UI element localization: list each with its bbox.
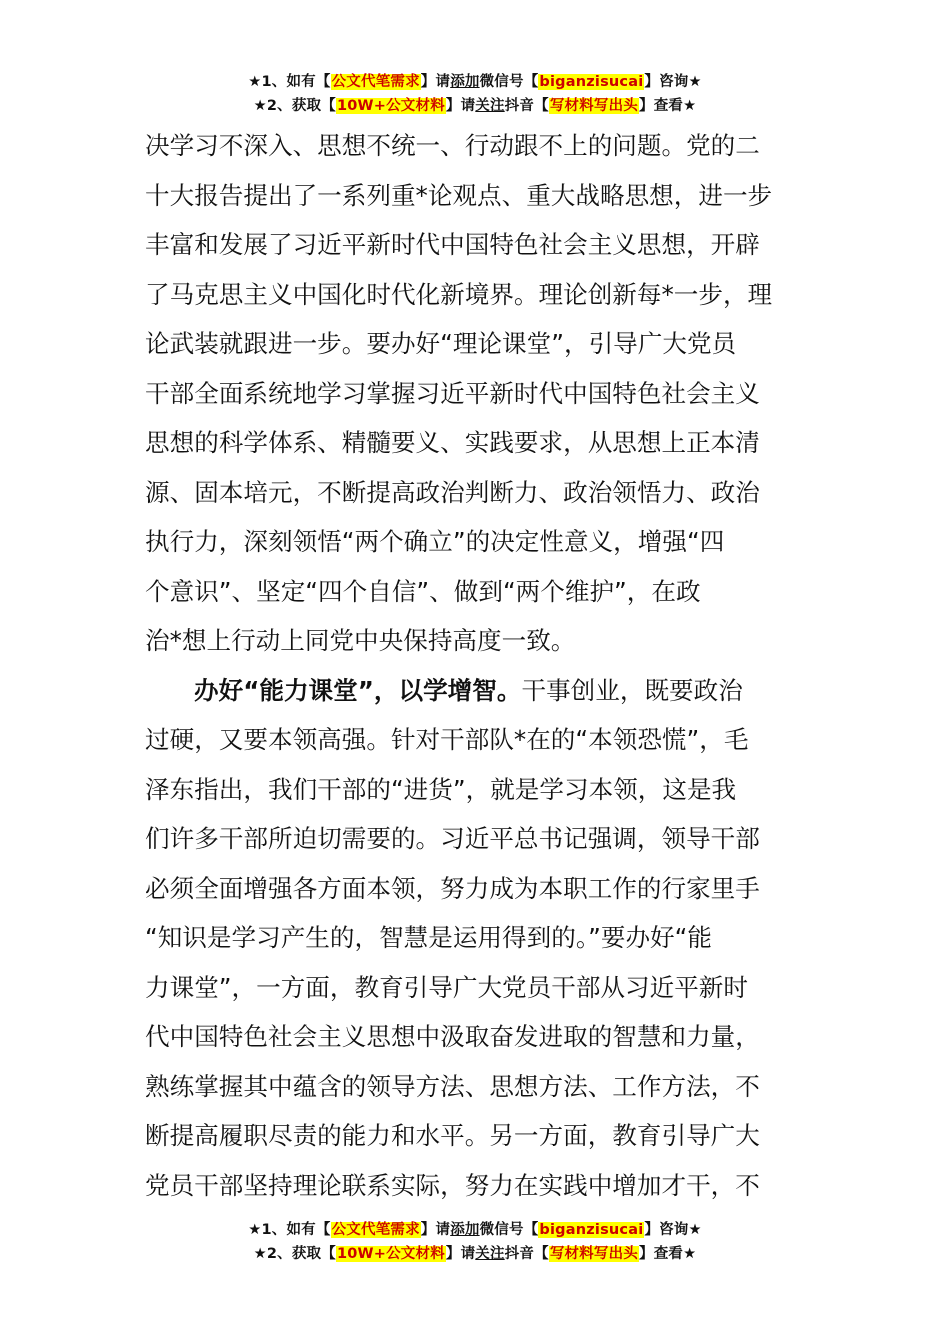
- body-line: 过硬，又要本领高强。针对干部队*在的“本领恐慌”，毛: [145, 725, 749, 754]
- body-line: 泽东指出，我们干部的“进货”，就是学习本领，这是我: [145, 774, 737, 804]
- banner-text: 】查看★: [639, 1246, 697, 1262]
- banner-text: 】咨询★: [644, 1222, 702, 1238]
- banner-text: ★2、获取【: [253, 98, 336, 114]
- body-line: 党员干部坚持理论联系实际，努力在实践中增加才干，不: [145, 1170, 760, 1200]
- banner-highlight: 公文代笔需求: [331, 1222, 420, 1238]
- banner-line-1: [0, 70, 950, 94]
- body-line: 了马克思主义中国化时代化新境界。理论创新每*一步，理: [145, 279, 773, 309]
- paragraph-text: 干事创业，既要政治: [521, 675, 743, 705]
- banner-highlight: 10W+公文材料: [336, 1246, 445, 1262]
- banner-underlined: 关注: [475, 98, 505, 114]
- banner-text: 】咨询★: [644, 74, 702, 90]
- banner-text: ★1、如有【: [248, 74, 331, 90]
- banner-highlight: 公文代笔需求: [331, 74, 420, 90]
- document-body: [145, 121, 807, 1210]
- body-line: 个意识”、坚定“四个自信”、做到“两个维护”，在政: [145, 576, 701, 606]
- body-line: 执行力，深刻领悟“两个确立”的决定性意义，增强“四: [145, 527, 725, 556]
- body-line: “知识是学习产生的，智慧是运用得到的。”要办好“能: [145, 923, 712, 952]
- banner-underlined: 关注: [475, 1246, 505, 1262]
- banner-underlined: 添加: [450, 74, 480, 90]
- body-line: 论武装就跟进一步。要办好“理论课堂”，引导广大党员: [145, 329, 737, 358]
- body-line: 思想的科学体系、精髓要义、实践要求，从思想上正本清: [145, 428, 760, 457]
- banner-text: 】查看★: [639, 98, 697, 114]
- banner-text: 抖音【: [504, 98, 549, 114]
- banner-text: ★1、如有【: [248, 1222, 331, 1238]
- banner-text: ★2、获取【: [253, 1246, 336, 1262]
- banner-text: 微信号【: [479, 1222, 539, 1238]
- banner-text: 】请: [445, 98, 476, 114]
- body-line: 决学习不深入、思想不统一、行动跟不上的问题。党的二: [145, 131, 760, 160]
- header-banner: [0, 70, 950, 118]
- banner-line-2: [0, 1242, 950, 1266]
- body-line: 十大报告提出了一系列重*论观点、重大战略思想，进一步: [145, 180, 773, 210]
- banner-highlight: 10W+公文材料: [336, 98, 445, 114]
- banner-text: 】请: [420, 74, 451, 90]
- banner-text: 】请: [420, 1222, 451, 1238]
- body-line: 源、固本培元，不断提高政治判断力、政治领悟力、政治: [145, 477, 760, 507]
- body-line: 们许多干部所迫切需要的。习近平总书记强调，领导干部: [145, 824, 760, 853]
- banner-line-1: [0, 1218, 950, 1242]
- banner-highlight: 写材料写出头: [549, 98, 639, 114]
- body-line: 必须全面增强各方面本领，努力成为本职工作的行家里手: [145, 873, 760, 903]
- banner-line-2: [0, 94, 950, 118]
- banner-highlight: 写材料写出头: [549, 1246, 639, 1262]
- banner-text: 抖音【: [504, 1246, 549, 1262]
- body-line: 干部全面系统地学习掌握习近平新时代中国特色社会主义: [145, 378, 760, 408]
- banner-highlight: biganzisucai: [539, 74, 644, 90]
- body-line: 丰富和发展了习近平新时代中国特色社会主义思想，开辟: [145, 230, 760, 259]
- paragraph-heading-line: [145, 666, 807, 716]
- body-line: 代中国特色社会主义思想中汲取奋发进取的智慧和力量，: [145, 1022, 760, 1051]
- banner-underlined: 添加: [450, 1222, 480, 1238]
- banner-text: 】请: [445, 1246, 476, 1262]
- body-line: 熟练掌握其中蕴含的领导方法、思想方法、工作方法，不: [145, 1071, 760, 1101]
- banner-highlight: biganzisucai: [539, 1222, 644, 1238]
- paragraph-heading: 办好“能力课堂”，以学增智。: [194, 675, 522, 705]
- body-line: 力课堂”，一方面，教育引导广大党员干部从习近平新时: [145, 972, 748, 1002]
- body-line: 治*想上行动上同党中央保持高度一致。: [145, 626, 576, 655]
- body-line: 断提高履职尽责的能力和水平。另一方面，教育引导广大: [145, 1121, 760, 1150]
- footer-banner: [0, 1218, 950, 1266]
- banner-text: 微信号【: [479, 74, 539, 90]
